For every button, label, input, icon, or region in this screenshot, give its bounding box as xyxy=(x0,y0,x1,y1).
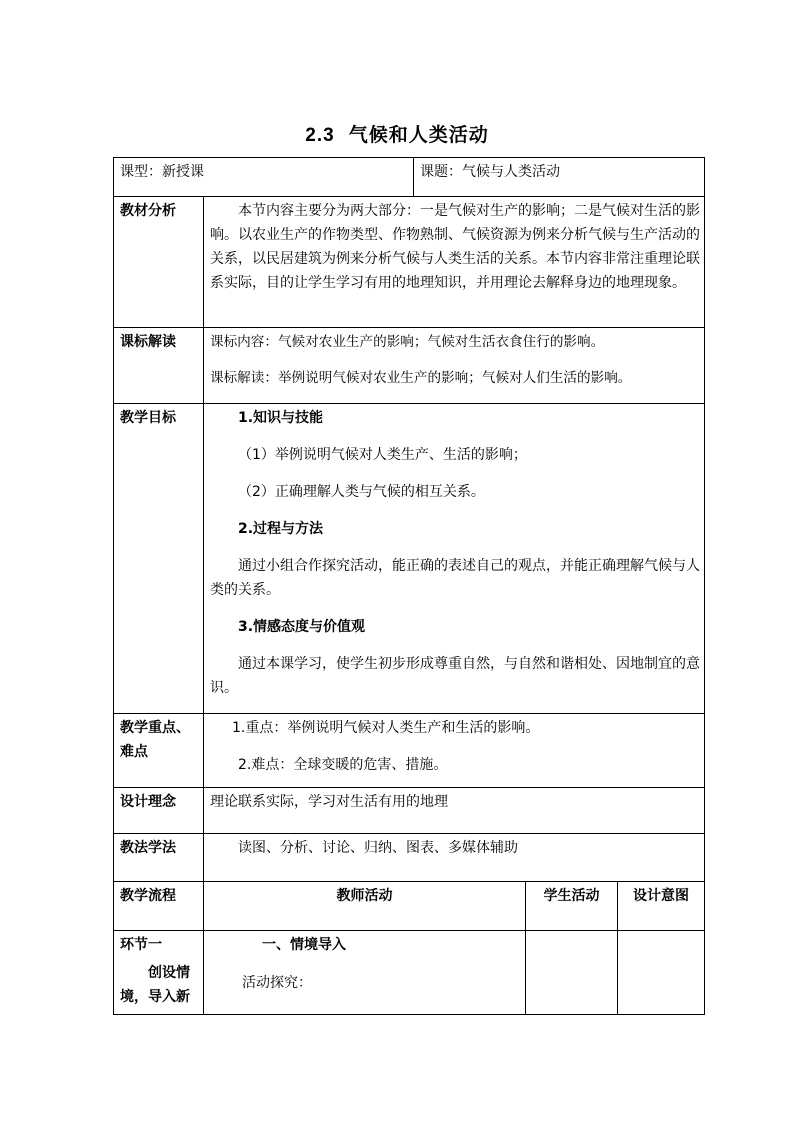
flow-header-student: 学生活动 xyxy=(526,882,618,931)
goals-label: 教学目标 xyxy=(114,404,204,714)
goal-heading-process: 2.过程与方法 xyxy=(238,521,324,537)
flow-header-stage: 教学流程 xyxy=(114,882,204,931)
standard-label: 课标解读 xyxy=(114,328,204,404)
keypoints-label: 教学重点、难点 xyxy=(114,714,204,788)
method-row xyxy=(114,834,705,882)
lesson-type-row xyxy=(114,158,705,197)
concept-row xyxy=(114,788,705,834)
stage1-student-cell xyxy=(526,931,618,1015)
analysis-label: 教材分析 xyxy=(114,197,204,328)
keypoints-row xyxy=(114,714,705,788)
concept-label: 设计理念 xyxy=(114,788,204,834)
method-label: 教法学法 xyxy=(114,834,204,882)
goal-item-1: （1）举例说明气候对人类生产、生活的影响； xyxy=(238,447,527,463)
topic-cell: 课题：气候与人类活动 xyxy=(414,158,705,197)
stage1-activity: 活动探究： xyxy=(242,975,312,991)
goal-item-2: （2）正确理解人类与气候的相互关系。 xyxy=(238,484,485,500)
method-text: 读图、分析、讨论、归纳、图表、多媒体辅助 xyxy=(204,834,705,882)
goal-heading-knowledge: 1.知识与技能 xyxy=(238,410,324,426)
stage1-sublabel: 创设情境，导入新 xyxy=(120,965,190,1005)
goals-row xyxy=(114,404,705,714)
section-title: 气候和人类活动 xyxy=(348,124,489,146)
standard-reading: 课标解读：举例说明气候对农业生产的影响；气候对人们生活的影响。 xyxy=(210,370,632,386)
keypoint-focus: 1.重点：举例说明气候对人类生产和生活的影响。 xyxy=(232,720,540,736)
concept-text: 理论联系实际，学习对生活有用的地理 xyxy=(204,788,705,834)
flow-header-teacher: 教师活动 xyxy=(204,882,526,931)
lesson-plan-table xyxy=(113,157,705,1015)
goal-process-text: 通过小组合作探究活动，能正确的表述自己的观点，并能正确理解气候与人类的关系。 xyxy=(210,558,700,598)
goal-attitude-text: 通过本课学习，使学生初步形成尊重自然，与自然和谐相处、因地制宜的意识。 xyxy=(210,656,700,696)
goal-heading-attitude: 3.情感态度与价值观 xyxy=(238,619,366,635)
standard-row xyxy=(114,328,705,404)
stage1-row xyxy=(114,931,705,1015)
flow-header-row xyxy=(114,882,705,931)
stage1-label: 环节一 xyxy=(120,937,162,953)
analysis-row xyxy=(114,197,705,328)
stage1-intent-cell xyxy=(618,931,705,1015)
stage1-heading: 一、情境导入 xyxy=(262,937,346,953)
keypoint-difficulty: 2.难点：全球变暖的危害、措施。 xyxy=(238,757,448,773)
analysis-text: 本节内容主要分为两大部分：一是气候对生产的影响；二是气候对生活的影响。以农业生产的作物类型、作物熟制、气候资源为例来分析气候与生产活动的关系，以民居建筑为例来分析气候与人类生活的关系。本节内容非常注重理论联系实际，目的让学生学习有用的地理知识，并用理论去解释身边的地理现象。 xyxy=(210,203,700,291)
flow-header-intent: 设计意图 xyxy=(618,882,705,931)
page-title xyxy=(0,120,794,147)
section-number: 2.3 xyxy=(305,125,335,146)
standard-content: 课标内容：气候对农业生产的影响；气候对生活衣食住行的影响。 xyxy=(210,334,605,350)
lesson-type-cell: 课型：新授课 xyxy=(114,158,414,197)
